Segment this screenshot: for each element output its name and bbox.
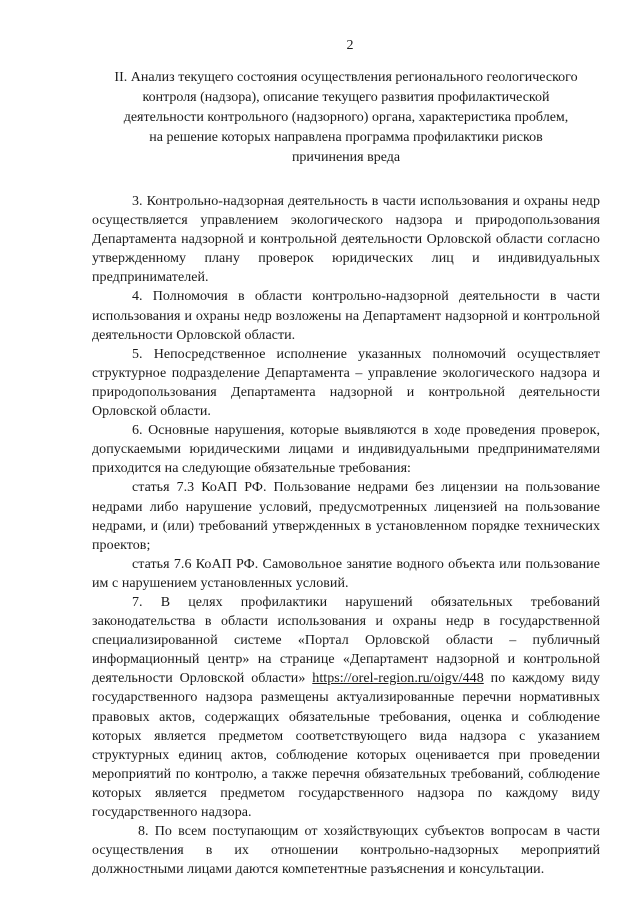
heading-line: на решение которых направлена программа профилактики рисков [149,130,543,145]
heading-line: II. Анализ текущего состояния осуществления регионального геологического [114,70,578,85]
paragraph-4: 4. Полномочия в области контрольно-надзорной деятельности в части использования и охраны недр возложены на Департамент надзорной и контрольной деятельности Орловской области. [92,289,600,343]
page-number: 2 [346,38,354,53]
paragraph-8: 8. По всем поступающим от хозяйствующих субъектов вопросам в части осуществления в их отношении контрольно-надзорных мероприятий должностными лицами даются компетентные разъяснения и консультации. [92,824,600,878]
paragraph-6-article-7-3: статья 7.3 КоАП РФ. Пользование недрами без лицензии на пользование недрами либо нарушение условий, предусмотренных лицензией на пользование недрами, и (или) требований утвержденных в установленном порядке технических проектов; [92,480,600,553]
heading-line: деятельности контрольного (надзорного) органа, характеристика проблем, [123,110,569,125]
paragraph-5: 5. Непосредственное исполнение указанных полномочий осуществляет структурное подразделение Департамента – управление экологического надзора и природопользования Департамента надзорной и контрольной деятельности Орловской области. [92,346,600,420]
paragraph-6-article-7-6: статья 7.6 КоАП РФ. Самовольное занятие водного объекта или пользование им с нарушением установленных условий. [92,556,600,591]
section-heading [92,68,600,168]
paragraph-7-text-before: 7. В целях профилактики нарушений обязательных требований законодательства в области использования и охраны недр в государственной специализированной системе «Портал Орловской области – публичный информационный центр» на странице «Департамент надзорной и контрольной деятельности Орловской области» [92,594,600,687]
paragraph-7 [92,593,600,822]
paragraph-6: 6. Основные нарушения, которые выявляются в ходе проведения проверок, допускаемыми юридическими лицами и индивидуальными предпринимателями приходится на следующие обязательные требования: [92,423,600,477]
portal-link[interactable]: https://orel-region.ru/oigv/448 [312,671,484,687]
heading-line: контроля (надзора), описание текущего развития профилактической [142,90,550,105]
body-text [92,192,600,879]
paragraph-7-text-after: по каждому виду государственного надзора размещены актуализированные перечни нормативных правовых актов, содержащих обязательные требования, оценка и соблюдение которых является предметом соответствующего вида надзора с указанием структурных единиц актов, соблюдение которых оценивается при проведении мероприятий по контролю, а также перечня обязательных требований, соблюдение которых является предметом государственного надзора по каждому виду государственного надзора. [92,671,600,820]
heading-line: причинения вреда [291,150,401,165]
paragraph-3: 3. Контрольно-надзорная деятельность в части использования и охраны недр осуществляется управлением экологического надзора и природопользования Департамента надзорной и контрольной деятельности Орловской области согласно утвержденному плану проверок юридических лиц и индивидуальных предпринимателей. [92,194,600,286]
